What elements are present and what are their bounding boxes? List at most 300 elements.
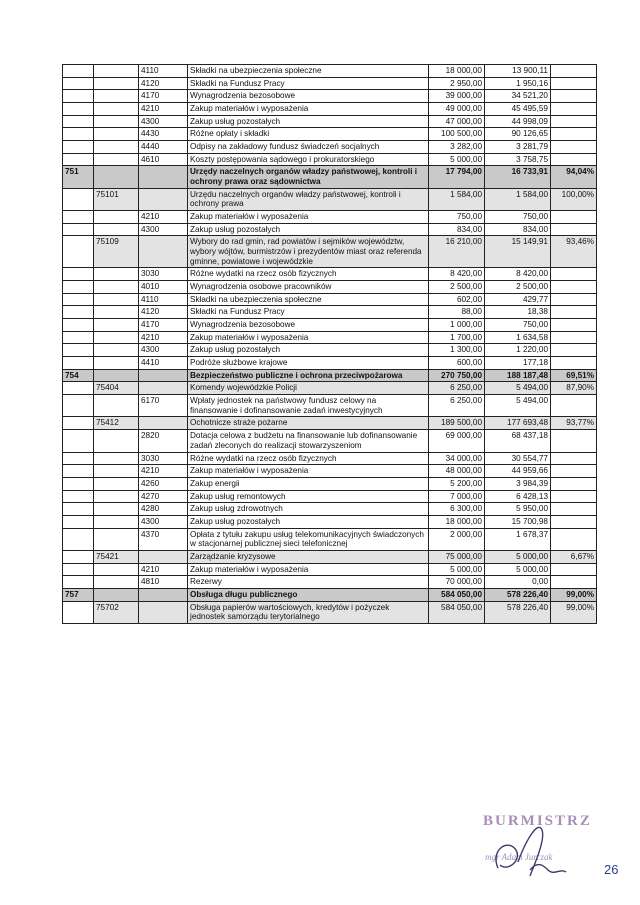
wykonanie-cell: 834,00 <box>485 223 551 236</box>
nazwa-cell: Ochotnicze straże pożarne <box>188 417 429 430</box>
paragraph-row <box>63 306 597 319</box>
plan-cell: 5 200,00 <box>429 477 485 490</box>
nazwa-cell: Zakup usług zdrowotnych <box>188 503 429 516</box>
nazwa-cell: Zakup materiałów i wyposażenia <box>188 563 429 576</box>
division-row <box>63 588 597 601</box>
wykonanie-cell: 1 950,16 <box>485 77 551 90</box>
nazwa-cell: Koszty postępowania sądowego i prokuratorskiego <box>188 153 429 166</box>
dzial-cell <box>63 293 94 306</box>
rozdzial-cell <box>94 211 139 224</box>
dzial-cell <box>63 515 94 528</box>
procent-cell <box>551 477 597 490</box>
rozdzial-cell <box>94 331 139 344</box>
nazwa-cell: Urzędy naczelnych organów władzy państwowej, kontroli i ochrony prawa oraz sądownictwa <box>188 166 429 188</box>
dzial-cell <box>63 601 94 623</box>
procent-cell <box>551 528 597 550</box>
procent-cell <box>551 153 597 166</box>
procent-cell <box>551 306 597 319</box>
paragraf-cell: 4120 <box>139 306 188 319</box>
wykonanie-cell: 0,00 <box>485 576 551 589</box>
dzial-cell <box>63 344 94 357</box>
rozdzial-cell <box>94 452 139 465</box>
plan-cell: 2 000,00 <box>429 528 485 550</box>
chapter-row <box>63 550 597 563</box>
paragraph-row <box>63 357 597 370</box>
rozdzial-cell: 75404 <box>94 382 139 395</box>
division-row <box>63 369 597 382</box>
dzial-cell <box>63 65 94 78</box>
procent-cell: 93,46% <box>551 236 597 268</box>
dzial-cell <box>63 90 94 103</box>
paragraf-cell: 4010 <box>139 281 188 294</box>
rozdzial-cell <box>94 166 139 188</box>
procent-cell: 99,00% <box>551 588 597 601</box>
chapter-row <box>63 236 597 268</box>
plan-cell: 584 050,00 <box>429 588 485 601</box>
plan-cell: 750,00 <box>429 211 485 224</box>
procent-cell <box>551 576 597 589</box>
paragraf-cell: 4260 <box>139 477 188 490</box>
paragraph-row <box>63 128 597 141</box>
plan-cell: 69 000,00 <box>429 430 485 452</box>
wykonanie-cell: 5 000,00 <box>485 550 551 563</box>
rozdzial-cell <box>94 223 139 236</box>
plan-cell: 18 000,00 <box>429 515 485 528</box>
plan-cell: 6 250,00 <box>429 395 485 417</box>
plan-cell: 8 420,00 <box>429 268 485 281</box>
plan-cell: 6 250,00 <box>429 382 485 395</box>
rozdzial-cell <box>94 357 139 370</box>
paragraf-cell: 4370 <box>139 528 188 550</box>
plan-cell: 7 000,00 <box>429 490 485 503</box>
rozdzial-cell <box>94 490 139 503</box>
nazwa-cell: Dotacja celowa z budżetu na finansowanie lub dofinansowanie zadań zleconych do realizacji stowarzyszeniom <box>188 430 429 452</box>
dzial-cell <box>63 528 94 550</box>
nazwa-cell: Zakup usług pozostałych <box>188 515 429 528</box>
plan-cell: 17 794,00 <box>429 166 485 188</box>
dzial-cell <box>63 281 94 294</box>
paragraf-cell: 4440 <box>139 141 188 154</box>
paragraf-cell: 4430 <box>139 128 188 141</box>
wykonanie-cell: 1 584,00 <box>485 188 551 210</box>
nazwa-cell: Zakup materiałów i wyposażenia <box>188 211 429 224</box>
rozdzial-cell <box>94 153 139 166</box>
rozdzial-cell <box>94 503 139 516</box>
rozdzial-cell <box>94 465 139 478</box>
nazwa-cell: Składki na ubezpieczenia społeczne <box>188 65 429 78</box>
chapter-row <box>63 417 597 430</box>
paragraph-row <box>63 153 597 166</box>
rozdzial-cell <box>94 77 139 90</box>
dzial-cell <box>63 77 94 90</box>
wykonanie-cell: 8 420,00 <box>485 268 551 281</box>
paragraf-cell: 4270 <box>139 490 188 503</box>
dzial-cell <box>63 211 94 224</box>
paragraph-row <box>63 452 597 465</box>
paragraph-row <box>63 576 597 589</box>
paragraph-row <box>63 465 597 478</box>
wykonanie-cell: 3 984,39 <box>485 477 551 490</box>
nazwa-cell: Składki na Fundusz Pracy <box>188 77 429 90</box>
dzial-cell <box>63 477 94 490</box>
paragraph-row <box>63 77 597 90</box>
wykonanie-cell: 750,00 <box>485 319 551 332</box>
procent-cell <box>551 128 597 141</box>
nazwa-cell: Zakup energii <box>188 477 429 490</box>
procent-cell <box>551 490 597 503</box>
paragraph-row <box>63 319 597 332</box>
chapter-row <box>63 601 597 623</box>
dzial-cell <box>63 490 94 503</box>
wykonanie-cell: 5 950,00 <box>485 503 551 516</box>
wykonanie-cell: 68 437,18 <box>485 430 551 452</box>
plan-cell: 1 700,00 <box>429 331 485 344</box>
rozdzial-cell <box>94 293 139 306</box>
dzial-cell <box>63 563 94 576</box>
wykonanie-cell: 1 220,00 <box>485 344 551 357</box>
rozdzial-cell <box>94 563 139 576</box>
rozdzial-cell <box>94 306 139 319</box>
paragraph-row <box>63 223 597 236</box>
procent-cell <box>551 90 597 103</box>
procent-cell <box>551 103 597 116</box>
paragraf-cell: 4120 <box>139 77 188 90</box>
nazwa-cell: Różne opłaty i składki <box>188 128 429 141</box>
wykonanie-cell: 6 428,13 <box>485 490 551 503</box>
paragraf-cell <box>139 369 188 382</box>
nazwa-cell: Zakup usług pozostałych <box>188 115 429 128</box>
paragraf-cell <box>139 166 188 188</box>
wykonanie-cell: 34 521,20 <box>485 90 551 103</box>
paragraph-row <box>63 65 597 78</box>
nazwa-cell: Podróże służbowe krajowe <box>188 357 429 370</box>
wykonanie-cell: 578 226,40 <box>485 601 551 623</box>
paragraph-row <box>63 211 597 224</box>
rozdzial-cell: 75421 <box>94 550 139 563</box>
nazwa-cell: Urzędu naczelnych organów władzy państwowej, kontroli i ochrony prawa <box>188 188 429 210</box>
wykonanie-cell: 44 959,66 <box>485 465 551 478</box>
paragraph-row <box>63 430 597 452</box>
nazwa-cell: Zakup usług remontowych <box>188 490 429 503</box>
paragraph-row <box>63 490 597 503</box>
burmistrz-stamp: BURMISTRZ <box>483 813 592 829</box>
procent-cell <box>551 268 597 281</box>
rozdzial-cell <box>94 528 139 550</box>
paragraph-row <box>63 503 597 516</box>
wykonanie-cell: 750,00 <box>485 211 551 224</box>
nazwa-cell: Zarządzanie kryzysowe <box>188 550 429 563</box>
paragraf-cell: 4170 <box>139 90 188 103</box>
procent-cell: 93,77% <box>551 417 597 430</box>
plan-cell: 602,00 <box>429 293 485 306</box>
nazwa-cell: Wynagrodzenia osobowe pracowników <box>188 281 429 294</box>
procent-cell: 100,00% <box>551 188 597 210</box>
paragraf-cell: 4300 <box>139 515 188 528</box>
nazwa-cell: Różne wydatki na rzecz osób fizycznych <box>188 268 429 281</box>
wykonanie-cell: 3 758,75 <box>485 153 551 166</box>
chapter-row <box>63 382 597 395</box>
nazwa-cell: Zakup materiałów i wyposażenia <box>188 103 429 116</box>
paragraf-cell: 4110 <box>139 293 188 306</box>
nazwa-cell: Wynagrodzenia bezosobowe <box>188 319 429 332</box>
wykonanie-cell: 177,18 <box>485 357 551 370</box>
nazwa-cell: Składki na ubezpieczenia społeczne <box>188 293 429 306</box>
rozdzial-cell <box>94 281 139 294</box>
rozdzial-cell <box>94 103 139 116</box>
nazwa-cell: Obsługa długu publicznego <box>188 588 429 601</box>
procent-cell <box>551 357 597 370</box>
rozdzial-cell <box>94 515 139 528</box>
paragraf-cell: 4210 <box>139 331 188 344</box>
budget-table <box>62 64 597 624</box>
dzial-cell <box>63 306 94 319</box>
dzial-cell <box>63 503 94 516</box>
paragraph-row <box>63 563 597 576</box>
paragraf-cell: 4210 <box>139 563 188 576</box>
paragraf-cell <box>139 382 188 395</box>
plan-cell: 18 000,00 <box>429 65 485 78</box>
dzial-cell <box>63 452 94 465</box>
paragraph-row <box>63 395 597 417</box>
paragraf-cell <box>139 601 188 623</box>
procent-cell <box>551 331 597 344</box>
nazwa-cell: Składki na Fundusz Pracy <box>188 306 429 319</box>
procent-cell: 94,04% <box>551 166 597 188</box>
nazwa-cell: Zakup materiałów i wyposażenia <box>188 331 429 344</box>
paragraf-cell <box>139 588 188 601</box>
wykonanie-cell: 5 000,00 <box>485 563 551 576</box>
paragraf-cell: 4300 <box>139 344 188 357</box>
rozdzial-cell: 75412 <box>94 417 139 430</box>
procent-cell <box>551 115 597 128</box>
rozdzial-cell <box>94 90 139 103</box>
procent-cell <box>551 77 597 90</box>
chapter-row <box>63 188 597 210</box>
plan-cell: 70 000,00 <box>429 576 485 589</box>
paragraph-row <box>63 268 597 281</box>
plan-cell: 189 500,00 <box>429 417 485 430</box>
wykonanie-cell: 1 634,58 <box>485 331 551 344</box>
paragraf-cell: 4210 <box>139 465 188 478</box>
rozdzial-cell <box>94 141 139 154</box>
dzial-cell: 751 <box>63 166 94 188</box>
rozdzial-cell <box>94 319 139 332</box>
paragraph-row <box>63 528 597 550</box>
plan-cell: 34 000,00 <box>429 452 485 465</box>
dzial-cell <box>63 550 94 563</box>
paragraph-row <box>63 331 597 344</box>
plan-cell: 100 500,00 <box>429 128 485 141</box>
paragraph-row <box>63 281 597 294</box>
dzial-cell <box>63 236 94 268</box>
plan-cell: 600,00 <box>429 357 485 370</box>
page-number: 26 <box>604 862 619 877</box>
plan-cell: 1 300,00 <box>429 344 485 357</box>
dzial-cell <box>63 430 94 452</box>
rozdzial-cell <box>94 65 139 78</box>
wykonanie-cell: 44 998,09 <box>485 115 551 128</box>
plan-cell: 2 950,00 <box>429 77 485 90</box>
nazwa-cell: Obsługa papierów wartościowych, kredytów i pożyczek jednostek samorządu terytorialnego <box>188 601 429 623</box>
nazwa-cell: Rezerwy <box>188 576 429 589</box>
plan-cell: 48 000,00 <box>429 465 485 478</box>
plan-cell: 270 750,00 <box>429 369 485 382</box>
wykonanie-cell: 177 693,48 <box>485 417 551 430</box>
rozdzial-cell: 75702 <box>94 601 139 623</box>
paragraf-cell: 4300 <box>139 223 188 236</box>
plan-cell: 39 000,00 <box>429 90 485 103</box>
paragraf-cell: 4410 <box>139 357 188 370</box>
paragraf-cell: 4210 <box>139 103 188 116</box>
procent-cell: 87,90% <box>551 382 597 395</box>
paragraf-cell: 3030 <box>139 452 188 465</box>
division-row <box>63 166 597 188</box>
wykonanie-cell: 578 226,40 <box>485 588 551 601</box>
paragraph-row <box>63 103 597 116</box>
plan-cell: 584 050,00 <box>429 601 485 623</box>
nazwa-cell: Komendy wojewódzkie Policji <box>188 382 429 395</box>
rozdzial-cell <box>94 115 139 128</box>
plan-cell: 834,00 <box>429 223 485 236</box>
procent-cell: 99,00% <box>551 601 597 623</box>
dzial-cell <box>63 576 94 589</box>
nazwa-cell: Wybory do rad gmin, rad powiatów i sejmików województw, wybory wójtów, burmistrzów i prezydentów miast oraz referenda gminne, powiatowe i wojewódzkie <box>188 236 429 268</box>
paragraf-cell <box>139 417 188 430</box>
rozdzial-cell <box>94 268 139 281</box>
procent-cell <box>551 65 597 78</box>
nazwa-cell: Zakup materiałów i wyposażenia <box>188 465 429 478</box>
dzial-cell <box>63 188 94 210</box>
procent-cell <box>551 344 597 357</box>
rozdzial-cell: 75101 <box>94 188 139 210</box>
paragraf-cell: 4170 <box>139 319 188 332</box>
plan-cell: 5 000,00 <box>429 153 485 166</box>
rozdzial-cell <box>94 576 139 589</box>
procent-cell <box>551 452 597 465</box>
dzial-cell <box>63 417 94 430</box>
plan-cell: 1 000,00 <box>429 319 485 332</box>
nazwa-cell: Wynagrodzenia bezosobowe <box>188 90 429 103</box>
dzial-cell <box>63 153 94 166</box>
wykonanie-cell: 3 281,79 <box>485 141 551 154</box>
paragraph-row <box>63 293 597 306</box>
wykonanie-cell: 15 700,98 <box>485 515 551 528</box>
paragraf-cell: 4110 <box>139 65 188 78</box>
procent-cell <box>551 430 597 452</box>
rozdzial-cell: 75109 <box>94 236 139 268</box>
procent-cell <box>551 293 597 306</box>
dzial-cell <box>63 103 94 116</box>
rozdzial-cell <box>94 369 139 382</box>
rozdzial-cell <box>94 588 139 601</box>
dzial-cell <box>63 115 94 128</box>
dzial-cell <box>63 465 94 478</box>
plan-cell: 75 000,00 <box>429 550 485 563</box>
paragraf-cell: 2820 <box>139 430 188 452</box>
procent-cell: 6,67% <box>551 550 597 563</box>
plan-cell: 1 584,00 <box>429 188 485 210</box>
wykonanie-cell: 5 494,00 <box>485 395 551 417</box>
procent-cell <box>551 465 597 478</box>
wykonanie-cell: 5 494,00 <box>485 382 551 395</box>
wykonanie-cell: 188 187,48 <box>485 369 551 382</box>
paragraph-row <box>63 477 597 490</box>
plan-cell: 49 000,00 <box>429 103 485 116</box>
wykonanie-cell: 30 554,77 <box>485 452 551 465</box>
wykonanie-cell: 90 126,65 <box>485 128 551 141</box>
paragraph-row <box>63 344 597 357</box>
handwritten-signature <box>478 810 598 885</box>
rozdzial-cell <box>94 344 139 357</box>
plan-cell: 5 000,00 <box>429 563 485 576</box>
rozdzial-cell <box>94 395 139 417</box>
dzial-cell <box>63 331 94 344</box>
nazwa-cell: Bezpieczeństwo publiczne i ochrona przeciwpożarowa <box>188 369 429 382</box>
paragraph-row <box>63 141 597 154</box>
rozdzial-cell <box>94 430 139 452</box>
wykonanie-cell: 1 678,37 <box>485 528 551 550</box>
dzial-cell <box>63 268 94 281</box>
wykonanie-cell: 15 149,91 <box>485 236 551 268</box>
paragraph-row <box>63 115 597 128</box>
wykonanie-cell: 13 900,11 <box>485 65 551 78</box>
dzial-cell: 757 <box>63 588 94 601</box>
procent-cell <box>551 141 597 154</box>
paragraf-cell: 4210 <box>139 211 188 224</box>
plan-cell: 47 000,00 <box>429 115 485 128</box>
procent-cell <box>551 395 597 417</box>
dzial-cell <box>63 319 94 332</box>
nazwa-cell: Zakup usług pozostałych <box>188 344 429 357</box>
dzial-cell <box>63 357 94 370</box>
procent-cell <box>551 319 597 332</box>
plan-cell: 88,00 <box>429 306 485 319</box>
nazwa-cell: Odpisy na zakładowy fundusz świadczeń socjalnych <box>188 141 429 154</box>
nazwa-cell: Opłata z tytułu zakupu usług telekomunikacyjnych świadczonych w stacjonarnej publicznej sieci telefonicznej <box>188 528 429 550</box>
procent-cell: 69,51% <box>551 369 597 382</box>
plan-cell: 2 500,00 <box>429 281 485 294</box>
stamp-subtitle: mgr Adam Jurczak <box>485 852 553 862</box>
rozdzial-cell <box>94 128 139 141</box>
wykonanie-cell: 2 500,00 <box>485 281 551 294</box>
rozdzial-cell <box>94 477 139 490</box>
dzial-cell <box>63 223 94 236</box>
procent-cell <box>551 211 597 224</box>
paragraf-cell <box>139 188 188 210</box>
dzial-cell <box>63 382 94 395</box>
plan-cell: 6 300,00 <box>429 503 485 516</box>
plan-cell: 3 282,00 <box>429 141 485 154</box>
procent-cell <box>551 223 597 236</box>
paragraf-cell: 4810 <box>139 576 188 589</box>
paragraf-cell: 4300 <box>139 115 188 128</box>
wykonanie-cell: 16 733,91 <box>485 166 551 188</box>
procent-cell <box>551 515 597 528</box>
paragraf-cell: 4280 <box>139 503 188 516</box>
paragraf-cell <box>139 550 188 563</box>
procent-cell <box>551 563 597 576</box>
nazwa-cell: Wpłaty jednostek na państwowy fundusz celowy na finansowanie i dofinansowanie zadań inwestycyjnych <box>188 395 429 417</box>
dzial-cell <box>63 128 94 141</box>
paragraf-cell: 6170 <box>139 395 188 417</box>
paragraph-row <box>63 90 597 103</box>
wykonanie-cell: 18,38 <box>485 306 551 319</box>
dzial-cell <box>63 395 94 417</box>
procent-cell <box>551 503 597 516</box>
dzial-cell: 754 <box>63 369 94 382</box>
paragraph-row <box>63 515 597 528</box>
wykonanie-cell: 45 495,59 <box>485 103 551 116</box>
